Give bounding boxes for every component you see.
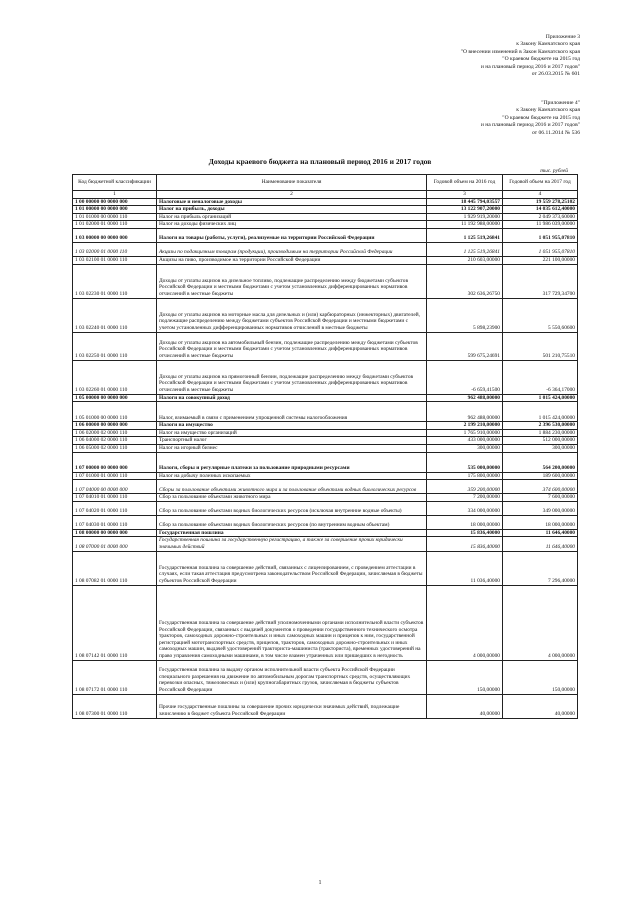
row-value-2017: 300,00000 (503, 444, 578, 452)
row-value-2017: 7 296,40000 (503, 551, 578, 585)
row-name: Налог, взимаемый в связи с применением упрощенной системы налогообложения (157, 402, 427, 422)
table-header-row (73, 175, 578, 191)
row-value-2017: 1 015 424,00000 (503, 394, 578, 402)
appendix-3-header (461, 34, 580, 78)
row-value-2016: 962 488,00000 (427, 402, 503, 422)
header-num-1: 1 (73, 191, 157, 199)
row-name: Государственная пошлина за совершение действий, связанных с лицензированием, с проведением аттестации в случаях, если такая аттестация предусмотрена законодательством Российской Федерации, зачисляемая в бюджеты субъектов Российской Федерации (157, 551, 427, 585)
row-value-2017: 18 000,00000 (503, 515, 578, 529)
table-row (73, 264, 578, 298)
row-value-2017: 1 051 955,07810 (503, 242, 578, 256)
row-value-2016: 40,00000 (427, 694, 503, 718)
row-value-2017: 2 396 530,00000 (503, 422, 578, 430)
table-row (73, 494, 578, 502)
row-value-2016: 11 036,40000 (427, 551, 503, 585)
table-row (73, 480, 578, 494)
row-name: Акцизы на пиво, производимое на территории Российской Федерации (157, 256, 427, 264)
row-name: Доходы от уплаты акцизов на автомобильный бензин, подлежащие распределению между бюджетами субъектов Российской Федерации и местными бюджетами с учетом установленных дифференцированных нормативов отчислений в местные бюджеты (157, 332, 427, 360)
row-value-2016: 18 000,00000 (427, 515, 503, 529)
row-value-2016: 1 125 519,26841 (427, 242, 503, 256)
table-row (73, 551, 578, 585)
row-name: Сбор за пользование объектами животного мира (157, 494, 427, 502)
appendix-line: "Приложение 4" (541, 100, 580, 106)
row-name: Государственная пошлина за совершение действий уполномоченными органами исполнительной власти субъектов Российской Федерации, связанных с выдачей документов о проведении государственного технического осмотра тракторов, самоходных дорожно-строительных и иных самоходных машин и прицепов к ним, государственной регистрацией мототранспортных средств, прицепов, тракторов, самоходных дорожно-строительных и иных самоходных машин, выдачей удостоверений тракториста-машиниста (тракториста), временных удостоверений на право управления самоходными машинами, в том числе взамен утраченных или пришедших в негодность (157, 585, 427, 660)
table-row (73, 332, 578, 360)
row-name: Акцизы по подакцизным товарам (продукции), производимым на территории Российской Федерации (157, 242, 427, 256)
row-code: 1 07 00000 00 0000 000 (73, 452, 157, 472)
appendix-line: к Закону Камчатского края (516, 41, 580, 48)
appendix-line: "О краевом бюджете на 2015 год (502, 114, 580, 121)
row-value-2016: 1 125 519,26841 (427, 228, 503, 242)
row-name: Сбор за пользование объектами водных биологических ресурсов (по внутренним водным объектам) (157, 515, 427, 529)
row-value-2016: 15 836,40000 (427, 537, 503, 551)
appendix-line: от 06.11.2014 № 536 (531, 129, 580, 136)
table-row (73, 452, 578, 472)
appendix-line: и на плановый период 2016 и 2017 годов" (480, 122, 580, 129)
row-value-2016: 175 800,00000 (427, 472, 503, 480)
header-num-4: 4 (503, 191, 578, 199)
row-value-2017: 40,00000 (503, 694, 578, 718)
row-value-2017: 1 015 424,00000 (503, 402, 578, 422)
row-name: Доходы от уплаты акцизов на прямогонный бензин, подлежащие распределению между бюджетами субъектов Российской Федерации и местными бюджетами с учетом установленных дифференцированных нормативов отчислений в местные бюджеты (157, 360, 427, 394)
row-code: 1 07 04000 00 0000 000 (73, 480, 157, 494)
table-row (73, 537, 578, 551)
table-row (73, 198, 578, 206)
header-code: Код бюджетной классификации (73, 175, 157, 191)
header-num-3: 3 (427, 191, 503, 199)
row-value-2016: 1 765 910,00000 (427, 429, 503, 437)
row-value-2016: -6 659,41500 (427, 360, 503, 394)
row-name: Государственная пошлина (157, 529, 427, 537)
table-row (73, 242, 578, 256)
row-name: Налог на добычу полезных ископаемых (157, 472, 427, 480)
table-row (73, 298, 578, 332)
row-name: Налоги на товары (работы, услуги), реализуемые на территории Российской Федерации (157, 228, 427, 242)
row-value-2016: 150,00000 (427, 660, 503, 694)
document-title: Доходы краевого бюджета на плановый период 2016 и 2017 годов (208, 157, 432, 166)
appendix-line: Приложение 3 (545, 34, 580, 40)
row-value-2017: 512 000,00000 (503, 437, 578, 445)
row-name: Доходы от уплаты акцизов на моторные масла для дизельных и (или) карбюраторных (инжекторных) двигателей, подлежащие распределению между бюджетами субъектов Российской Федерации и местными бюджетами с учетом установленных дифференцированных нормативов отчислений в местные бюджеты (157, 298, 427, 332)
row-value-2016: 11 192 988,00000 (427, 221, 503, 229)
row-value-2016: 18 445 794,03557 (427, 198, 503, 206)
row-code: 1 06 04000 02 0000 110 (73, 437, 157, 445)
row-value-2016: 7 200,00000 (427, 494, 503, 502)
row-name: Налоговые и неналоговые доходы (157, 198, 427, 206)
row-code: 1 08 07000 01 0000 000 (73, 537, 157, 551)
row-value-2017: 11 646,40000 (503, 529, 578, 537)
page-number: 1 (318, 880, 322, 886)
row-code: 1 07 04030 01 0000 110 (73, 515, 157, 529)
header-2017: Годовой объем на 2017 год (503, 175, 578, 191)
table-row (73, 585, 578, 660)
table-row (73, 360, 578, 394)
row-value-2017: 374 600,00000 (503, 480, 578, 494)
row-name: Налог на прибыль организаций (157, 213, 427, 221)
row-name: Доходы от уплаты акцизов на дизельное топливо, подлежащие распределению между бюджетами субъектов Российской Федерации и местными бюджетами с учетом установленных дифференцированных нормативов отчислений в местные бюджеты (157, 264, 427, 298)
row-value-2016: 334 000,00000 (427, 501, 503, 515)
row-value-2016: 962 488,00000 (427, 394, 503, 402)
row-value-2017: 11 986 039,00000 (503, 221, 578, 229)
row-value-2017: 5 550,60600 (503, 298, 578, 332)
header-numbers-row (73, 191, 578, 199)
row-value-2016: 300,00000 (427, 444, 503, 452)
row-code: 1 03 02250 01 0000 110 (73, 332, 157, 360)
appendix-4-header (481, 100, 580, 137)
table-row (73, 402, 578, 422)
row-name: Налоги, сборы и регулярные платежи за пользование природными ресурсами (157, 452, 427, 472)
row-value-2016: 535 000,00000 (427, 452, 503, 472)
row-code: 1 03 00000 00 0000 000 (73, 228, 157, 242)
row-code: 1 05 01000 00 0000 110 (73, 402, 157, 422)
table-row (73, 256, 578, 264)
row-value-2017: 2 049 373,60000 (503, 213, 578, 221)
row-code: 1 08 00000 00 0000 000 (73, 529, 157, 537)
row-code: 1 03 02230 01 0000 110 (73, 264, 157, 298)
row-name: Налог на игорный бизнес (157, 444, 427, 452)
table-row (73, 394, 578, 402)
row-value-2017: 317 729,34700 (503, 264, 578, 298)
row-value-2016: 302 636,26750 (427, 264, 503, 298)
row-value-2016: 599 675,24691 (427, 332, 503, 360)
row-value-2017: 564 200,00000 (503, 452, 578, 472)
row-value-2017: 501 210,75510 (503, 332, 578, 360)
row-name: Прочие государственные пошлины за совершение прочих юридически значимых действий, подлежащие зачислению в бюджет субъекта Российской Федерации (157, 694, 427, 718)
row-code: 1 03 02240 01 0000 110 (73, 298, 157, 332)
appendix-line: к Закону Камчатского края (516, 107, 580, 114)
row-value-2017: 349 000,00000 (503, 501, 578, 515)
row-name: Сбор за пользование объектами водных биологических ресурсов (исключая внутренние водные объекты) (157, 501, 427, 515)
row-code: 1 06 02000 02 0000 110 (73, 429, 157, 437)
row-name: Налог на прибыль, доходы (157, 206, 427, 214)
table-row (73, 501, 578, 515)
table-row (73, 515, 578, 529)
table-row (73, 213, 578, 221)
row-code: 1 08 07082 01 0000 110 (73, 551, 157, 585)
appendix-line: "О краевом бюджете на 2015 год (502, 56, 580, 63)
row-value-2016: 5 898,23900 (427, 298, 503, 332)
row-code: 1 01 02000 01 0000 110 (73, 221, 157, 229)
row-name: Сборы за пользование объектами животного мира и за пользование объектами водных биологических ресурсов (157, 480, 427, 494)
table-row (73, 694, 578, 718)
row-code: 1 08 07142 01 0000 110 (73, 585, 157, 660)
row-value-2017: -6 364,17000 (503, 360, 578, 394)
row-name: Налоги на совокупный доход (157, 394, 427, 402)
table-row (73, 422, 578, 430)
units-label: тыс. рублей (540, 168, 568, 174)
revenue-table (72, 174, 578, 719)
table-row (73, 529, 578, 537)
table-row (73, 429, 578, 437)
row-value-2016: 4 000,00000 (427, 585, 503, 660)
row-code: 1 01 01000 00 0000 110 (73, 213, 157, 221)
row-code: 1 00 00000 00 0000 000 (73, 198, 157, 206)
row-value-2017: 189 600,00000 (503, 472, 578, 480)
row-code: 1 05 00000 00 0000 000 (73, 394, 157, 402)
row-value-2016: 2 199 210,00000 (427, 422, 503, 430)
appendix-line: от 26.03.2015 № 601 (531, 71, 580, 78)
table-row (73, 221, 578, 229)
row-value-2017: 19 559 278,25102 (503, 198, 578, 206)
row-name: Налог на имущество организаций (157, 429, 427, 437)
row-code: 1 03 02100 01 0000 110 (73, 256, 157, 264)
header-num-2: 2 (157, 191, 427, 199)
appendix-line: "О внесении изменений в Закон Камчатского края (460, 48, 580, 55)
row-value-2017: 1 884 230,00000 (503, 429, 578, 437)
row-value-2017: 221 100,00000 (503, 256, 578, 264)
row-value-2017: 11 646,40000 (503, 537, 578, 551)
row-code: 1 03 02260 01 0000 110 (73, 360, 157, 394)
table-row (73, 660, 578, 694)
row-name: Налоги на имущество (157, 422, 427, 430)
row-value-2017: 7 600,00000 (503, 494, 578, 502)
table-row (73, 472, 578, 480)
row-code: 1 08 07300 01 0000 110 (73, 694, 157, 718)
header-2016: Годовой объем на 2016 год (427, 175, 503, 191)
row-name: Государственная пошлина за выдачу органом исполнительной власти субъекта Российской Федерации специального разрешения на движение по автомобильным дорогам транспортных средств, осуществляющих перевозки опасных, тяжеловесных и (или) крупногабаритных грузов, зачисляемая в бюджеты субъектов Российской Федерации (157, 660, 427, 694)
row-code: 1 03 02000 01 0000 110 (73, 242, 157, 256)
row-code: 1 06 00000 00 0000 000 (73, 422, 157, 430)
row-value-2017: 14 035 612,40000 (503, 206, 578, 214)
header-name: Наименование показателя (157, 175, 427, 191)
row-code: 1 01 00000 00 0000 000 (73, 206, 157, 214)
row-code: 1 07 04020 01 0000 110 (73, 501, 157, 515)
row-code: 1 07 01000 01 0000 110 (73, 472, 157, 480)
row-code: 1 08 07172 01 0000 110 (73, 660, 157, 694)
row-value-2016: 13 122 907,20000 (427, 206, 503, 214)
table-row (73, 228, 578, 242)
row-value-2016: 210 603,00000 (427, 256, 503, 264)
row-value-2017: 1 051 955,07810 (503, 228, 578, 242)
row-value-2017: 4 000,00000 (503, 585, 578, 660)
row-value-2016: 15 836,40000 (427, 529, 503, 537)
row-code: 1 07 04010 01 0000 110 (73, 494, 157, 502)
row-name: Налог на доходы физических лиц (157, 221, 427, 229)
appendix-line: и на плановый период 2016 и 2017 годов" (480, 63, 580, 70)
row-name: Транспортный налог (157, 437, 427, 445)
row-name: Государственная пошлина за государственную регистрацию, а также за совершение прочих юридически значимых действий (157, 537, 427, 551)
table-row (73, 437, 578, 445)
row-value-2016: 359 200,00000 (427, 480, 503, 494)
row-value-2016: 1 929 919,20000 (427, 213, 503, 221)
row-value-2017: 150,00000 (503, 660, 578, 694)
row-code: 1 06 05000 02 0000 110 (73, 444, 157, 452)
row-value-2016: 433 000,00000 (427, 437, 503, 445)
table-row (73, 206, 578, 214)
table-row (73, 444, 578, 452)
